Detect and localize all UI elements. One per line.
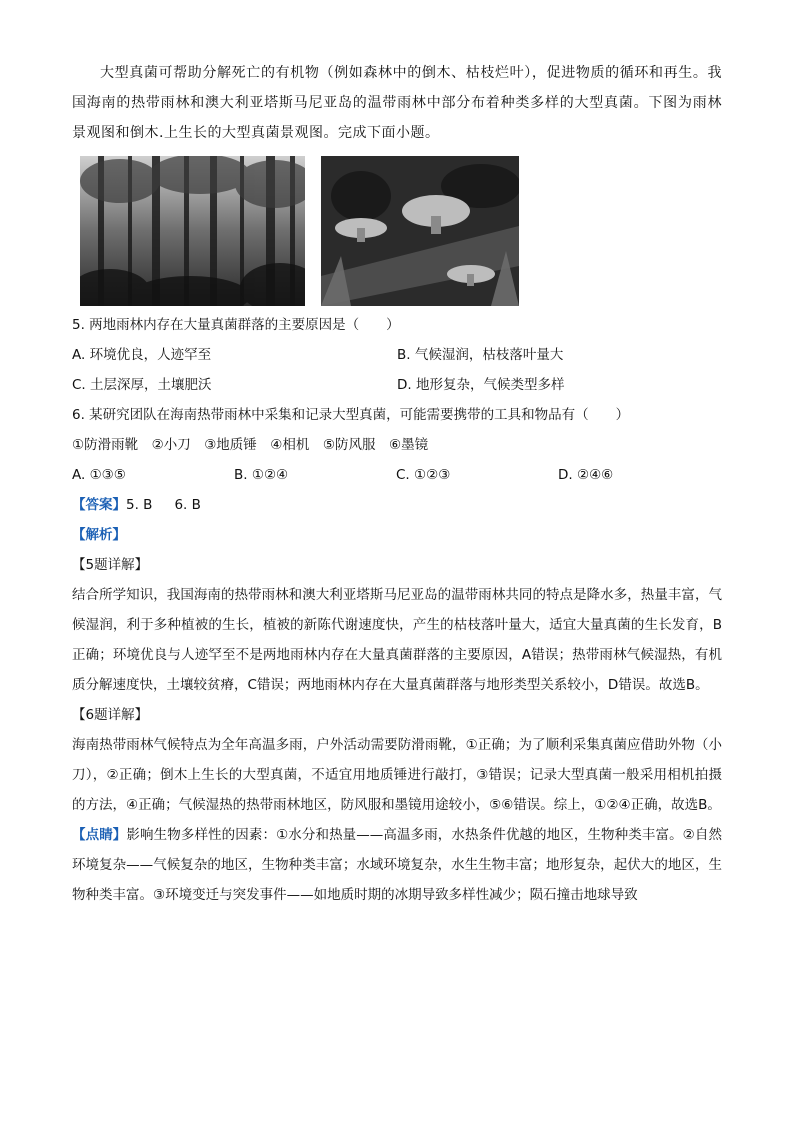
answer-text-5: 5. B <box>126 497 153 513</box>
q5-option-d[interactable]: D. 地形复杂，气候类型多样 <box>397 377 565 393</box>
answer-text-6: 6. B <box>174 497 201 513</box>
q6-options-row <box>72 460 722 490</box>
intro-paragraph: 大型真菌可帮助分解死亡的有机物（例如森林中的倒木、枯枝烂叶），促进物质的循环和再生。我国海南的热带雨林和澳大利亚塔斯马尼亚岛的温带雨林中部分布着种类多样的大型真菌。下图为雨林景观图和倒木.上生长的大型真菌景观图。完成下面小题。 <box>72 65 722 141</box>
answer-line <box>72 490 722 520</box>
q5-option-c[interactable]: C. 土层深厚，土壤肥沃 <box>72 377 212 393</box>
tip-label: 【点睛】 <box>72 827 127 843</box>
tip-paragraph <box>72 820 722 910</box>
q6-option-c[interactable]: C. ①②③ <box>396 467 451 483</box>
analysis-label: 【解析】 <box>72 527 126 543</box>
q5-option-a[interactable]: A. 环境优良，人迹罕至 <box>72 347 212 363</box>
q5-options-row2 <box>72 370 722 400</box>
q6-items: ①防滑雨靴 ②小刀 ③地质锤 ④相机 ⑤防风服 ⑥墨镜 <box>72 437 429 453</box>
q6-option-b[interactable]: B. ①②④ <box>234 467 289 483</box>
figures-row <box>80 156 722 306</box>
q6-option-a[interactable]: A. ①③⑤ <box>72 467 126 483</box>
q5-stem: 5. 两地雨林内存在大量真菌群落的主要原因是（ ） <box>72 317 400 333</box>
q6-option-d[interactable]: D. ②④⑥ <box>558 467 614 483</box>
analysis-line <box>72 520 722 550</box>
q5-options-row1 <box>72 340 722 370</box>
d6-label: 【6题详解】 <box>72 707 149 723</box>
d5-label: 【5题详解】 <box>72 557 149 573</box>
q6-stem: 6. 某研究团队在海南热带雨林中采集和记录大型真菌，可能需要携带的工具和物品有（ ） <box>72 407 630 423</box>
rainforest-photo <box>80 156 305 306</box>
tip-text: 影响生物多样性的因素：①水分和热量——高温多雨，水热条件优越的地区，生物种类丰富。②自然环境复杂——气候复杂的地区，生物种类丰富；水域环境复杂，水生生物丰富；地形复杂，起伏大的地区，生物种类丰富。③环境变迁与突发事件——如地质时期的冰期导致多样性减少；陨石撞击地球导致 <box>72 827 722 903</box>
d6-text: 海南热带雨林气候特点为全年高温多雨，户外活动需要防滑雨靴，①正确；为了顺利采集真菌应借助外物（小刀），②正确；倒木上生长的大型真菌，不适宜用地质锤进行敲打，③错误；记录大型真菌一般采用相机拍摄的方法，④正确；气候湿热的热带雨林地区，防风服和墨镜用途较小，⑤⑥错误。综上，①②④正确，故选B。 <box>72 737 722 813</box>
rainforest-image <box>80 156 305 306</box>
answer-label: 【答案】 <box>72 497 126 513</box>
fungus-photo <box>321 156 519 306</box>
q5-option-b[interactable]: B. 气候湿润，枯枝落叶量大 <box>397 347 564 363</box>
document-page <box>72 58 722 910</box>
fungus-image <box>321 156 519 306</box>
d5-text: 结合所学知识，我国海南的热带雨林和澳大利亚塔斯马尼亚岛的温带雨林共同的特点是降水多，热量丰富，气候湿润，利于多种植被的生长，植被的新陈代谢速度快，产生的枯枝落叶量大，适宜大量真菌的生长发育，B正确；环境优良与人迹罕至不是两地雨林内存在大量真菌群落的主要原因，A错误；热带雨林气候湿热，有机质分解速度快，土壤较贫瘠，C错误；两地雨林内存在大量真菌群落与地形类型关系较小，D错误。故选B。 <box>72 587 722 693</box>
